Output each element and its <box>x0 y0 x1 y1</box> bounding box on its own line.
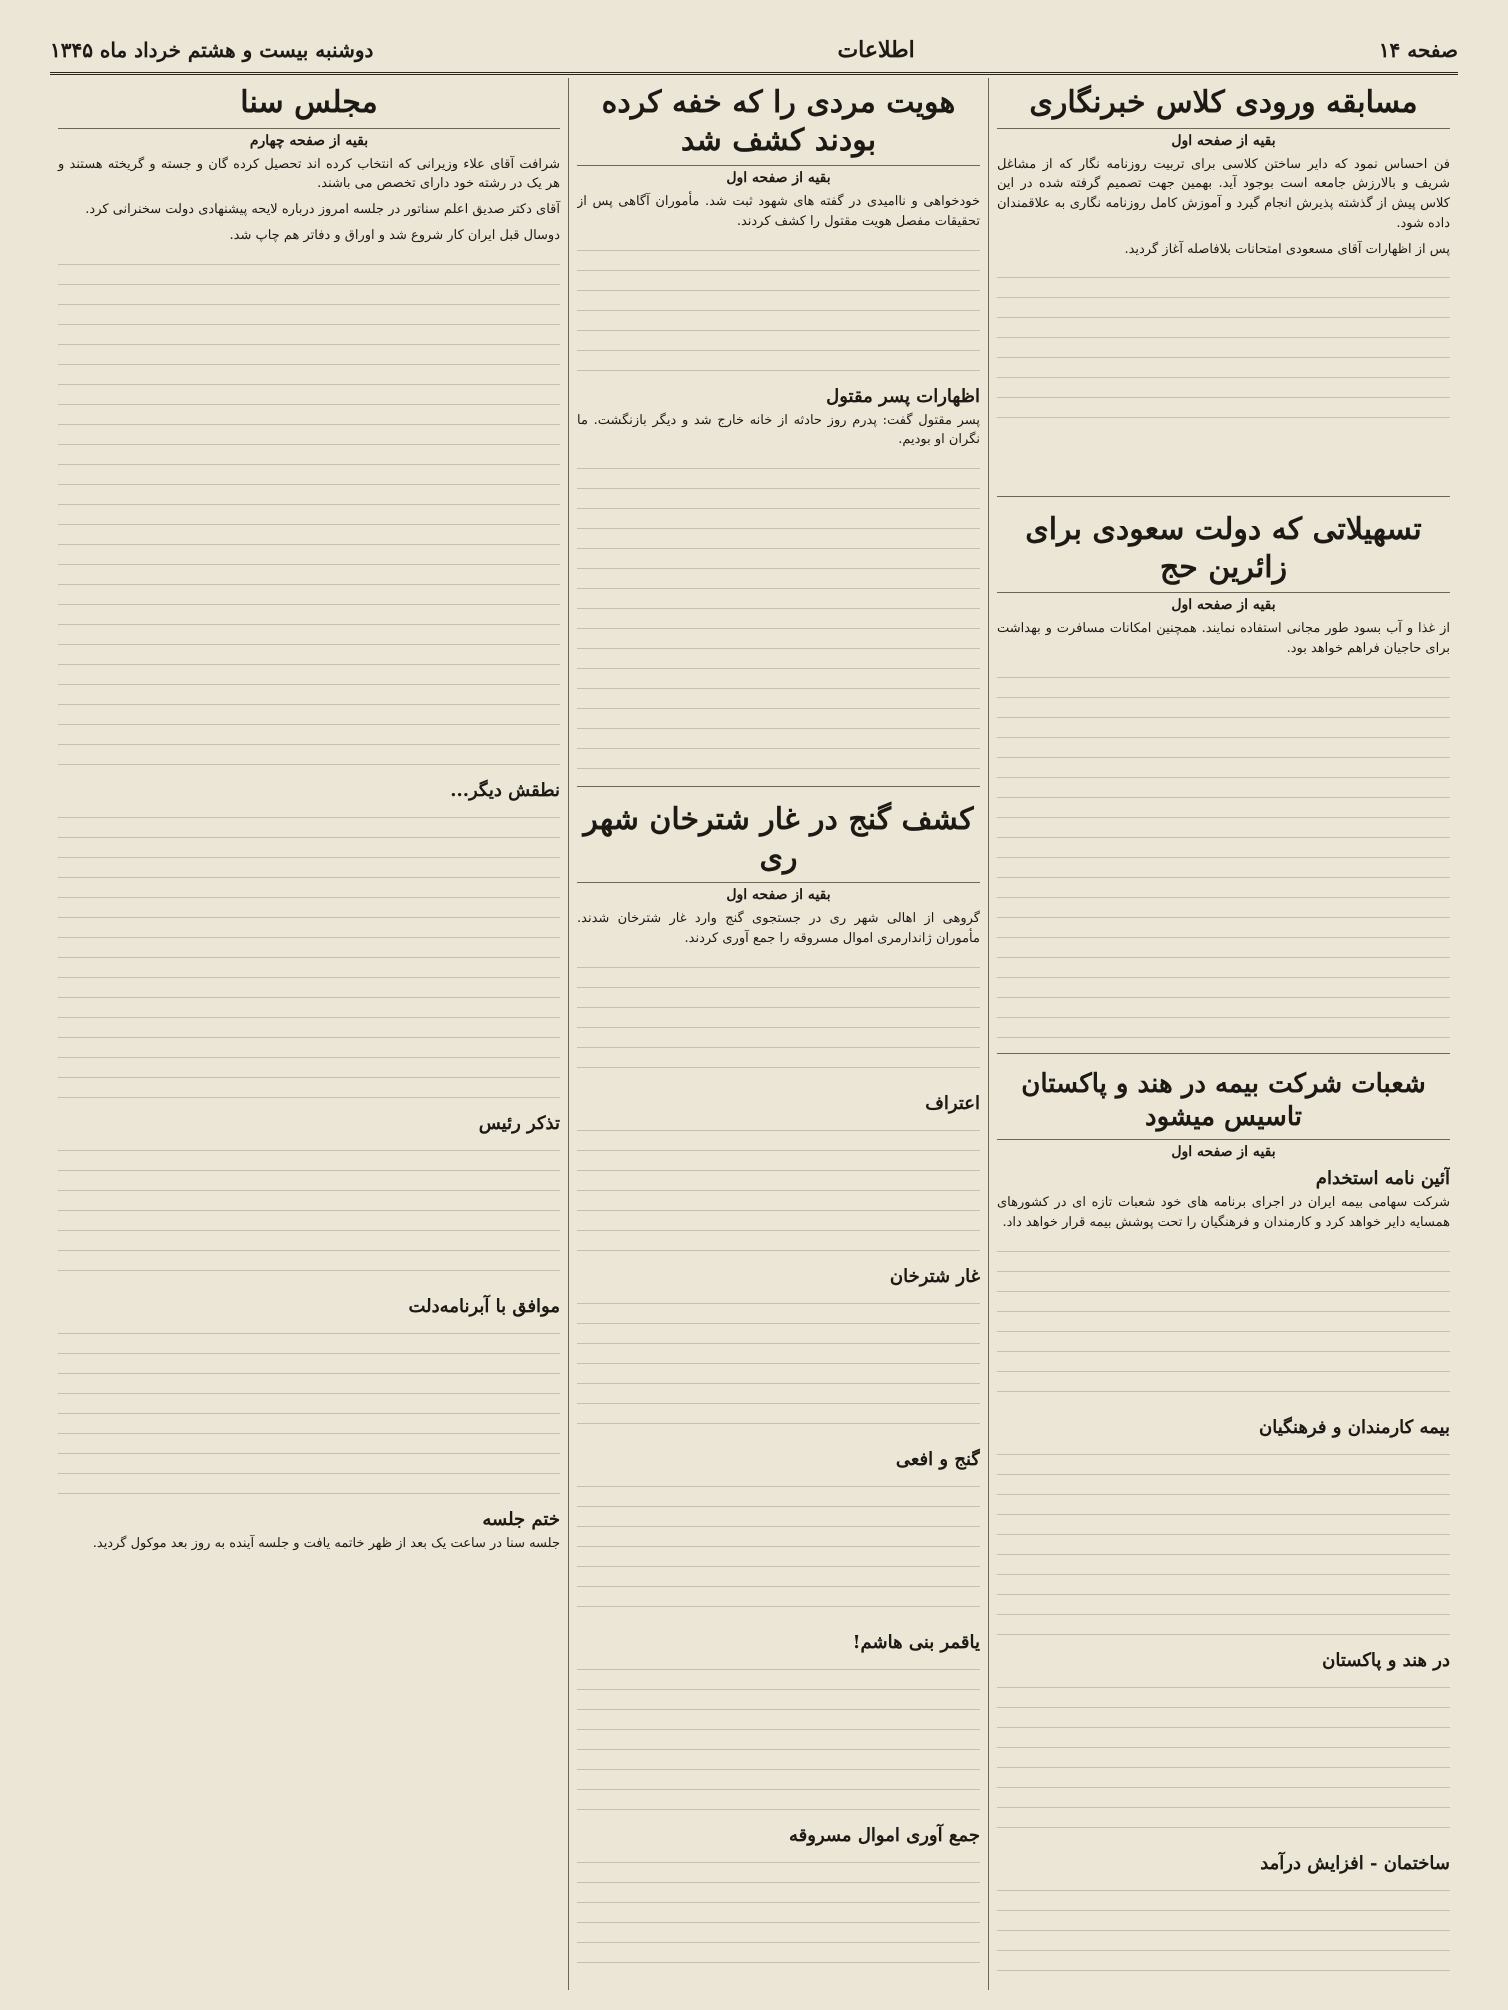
subheading: در هند و پاکستان <box>1322 1649 1450 1671</box>
newspaper-columns <box>50 78 1458 1990</box>
subheading: آئین نامه استخدام <box>1315 1168 1450 1189</box>
subheading: بیمه کارمندان و فرهنگیان <box>1258 1416 1450 1438</box>
text-lines <box>997 1878 1450 1991</box>
subheading: جمع آوری اموال مسروقه <box>789 1824 980 1846</box>
subheading: گنج و افعی <box>895 1448 980 1470</box>
article-paragraph: پس از اظهارات آقای مسعودی امتحانات بلافاصله آغاز گردید. <box>1124 241 1450 257</box>
text-lines <box>997 265 1450 435</box>
article-paragraph: شرکت سهامی بیمه ایران در اجرای برنامه های خود شعبات تازه ای در کشورهای همسایه دایر خواهد کرد و کارمندان و فرهنگیان را تحت پوشش بیمه قرار خواهد داد. <box>997 1195 1450 1230</box>
article-hajj <box>997 505 1450 1045</box>
article-journalism-class <box>997 78 1450 488</box>
text-lines <box>577 955 980 1085</box>
article-paragraph: آقای دکتر صدیق اعلم سناتور در جلسه امروز درباره لایحه پیشنهادی دولت سخنرانی کرد. <box>85 202 560 217</box>
text-lines <box>577 1657 980 1817</box>
text-lines <box>577 1474 980 1624</box>
headline-murder: هویت مردی را که خفه کرده بودند کشف شد <box>577 78 980 166</box>
article-paragraph: جلسه سنا در ساعت یک بعد از ظهر خاتمه یافت و جلسه آینده به روز بعد موکول گردید. <box>92 1535 560 1551</box>
continued-label: بقیه از صفحه اول <box>726 887 831 903</box>
subheading: موافق با آبرنامه‌دلت <box>408 1295 560 1317</box>
masthead: اطلاعات <box>837 37 915 63</box>
divider <box>997 496 1450 497</box>
page-header <box>50 28 1458 75</box>
subheading: غار شترخان <box>889 1265 980 1287</box>
subheading: یاقمر بنی هاشم! <box>852 1631 980 1653</box>
headline-hajj: تسهیلاتی که دولت سعودی برای زائرین حج <box>997 505 1450 593</box>
article-paragraph: فن احساس نمود که دایر ساختن کلاسی برای تربیت روزنامه نگار که از مشاغل شریف و بالارزش جامعه است بوجود آید. بهمین جهت تصمیم گرفته شده در این کلاس پیش از گذشته پذیرش انجام گیرد و آموزش کامل روزنامه نگاری به علاقمندان داده شود. <box>997 156 1450 231</box>
text-lines <box>997 1442 1450 1642</box>
continued-label: بقیه از صفحه اول <box>1171 132 1276 149</box>
column-right <box>988 78 1458 1990</box>
text-lines <box>58 805 560 1105</box>
subheading: اعتراف <box>925 1092 980 1114</box>
continued-label: بقیه از صفحه اول <box>1171 1144 1276 1160</box>
text-lines <box>577 1118 980 1258</box>
headline-treasure: کشف گنج در غار شترخان شهر ری <box>577 795 980 883</box>
divider <box>997 1053 1450 1054</box>
page-number: صفحه ۱۴ <box>1378 38 1458 62</box>
article-paragraph: از غذا و آب بسود طور مجانی استفاده نمایند. همچنین امکانات مسافرت و بهداشت برای حاجیان فراهم خواهد بود. <box>997 621 1450 656</box>
article-paragraph: دوسال قبل ایران کار شروع شد و اوراق و دفاتر هم چاپ شد. <box>229 227 560 243</box>
subheading: ختم جلسه <box>482 1508 560 1530</box>
text-lines <box>577 238 980 378</box>
text-lines <box>577 1850 980 1976</box>
subheading: نطقش دیگر... <box>450 779 560 801</box>
headline-senate: مجلس سنا <box>58 78 560 129</box>
text-lines <box>997 1239 1450 1409</box>
continued-label: بقیه از صفحه اول <box>726 170 831 186</box>
text-lines <box>577 1291 980 1441</box>
article-paragraph: گروهی از اهالی شهر ری در جستجوی گنج وارد غار شترخان شدند. مأموران ژاندارمری اموال مسروقه را جمع آوری کردند. <box>577 911 980 946</box>
text-lines <box>58 1321 560 1501</box>
continued-label: بقیه از صفحه چهارم <box>249 132 369 149</box>
column-left <box>50 78 568 1990</box>
text-lines <box>58 252 560 772</box>
text-lines <box>997 665 1450 1046</box>
article-paragraph: شرافت آقای علاء وزیرانی که انتخاب کرده اند تحصیل کرده گان و جسته و گریخته هستند و هر یک در رشته خود دارای تخصص می باشند. <box>58 156 560 192</box>
article-paragraph: خودخواهی و ناامیدی در گفته های شهود ثبت شد. مأموران آگاهی پس از تحقیقات مفصل هویت مقتول را کشف کردند. <box>577 194 980 229</box>
text-lines <box>997 1675 1450 1845</box>
headline-journalism-class: مسابقه ورودی کلاس خبرنگاری <box>997 78 1450 129</box>
subheading: ساختمان - افزایش درآمد <box>1260 1852 1450 1874</box>
text-lines <box>58 1138 560 1288</box>
headline-insurance: شعبات شرکت بیمه در هند و پاکستان تاسیس میشود <box>997 1062 1450 1140</box>
article-murder <box>577 78 980 778</box>
text-lines <box>577 456 980 778</box>
subheading: اظهارات پسر مقتول <box>826 385 980 407</box>
article-paragraph: پسر مقتول گفت: پدرم روز حادثه از خانه خارج شد و دیگر بازنگشت. ما نگران او بودیم. <box>577 412 980 448</box>
column-middle <box>568 78 988 1990</box>
article-treasure <box>577 795 980 1975</box>
subheading: تذکر رئیس <box>478 1112 560 1134</box>
divider <box>577 786 980 787</box>
continued-label: بقیه از صفحه اول <box>1171 597 1276 613</box>
issue-date: دوشنبه بیست و هشتم خرداد ماه ۱۳۴۵ <box>50 38 374 62</box>
article-insurance <box>997 1062 1450 1990</box>
